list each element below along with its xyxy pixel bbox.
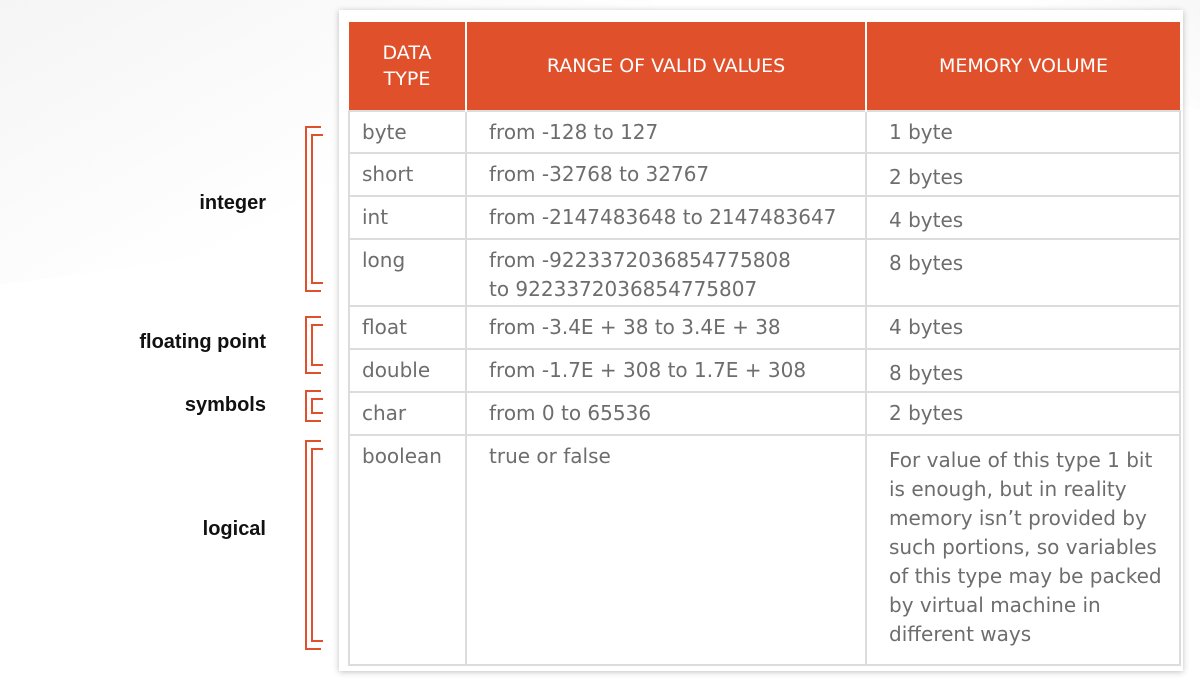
cell-type: char	[349, 392, 466, 435]
table-header-row	[349, 22, 1180, 111]
cell-memory	[866, 153, 1180, 196]
cell-type: double	[349, 349, 466, 392]
bracket-symbols	[305, 390, 321, 422]
cell-memory	[866, 349, 1180, 392]
bracket-integer	[305, 126, 321, 292]
cell-memory	[866, 196, 1180, 239]
header-data-type: DATA TYPE	[349, 22, 466, 111]
table-row	[349, 392, 1180, 435]
table-row	[349, 349, 1180, 392]
cell-range: from 0 to 65536	[466, 392, 866, 435]
table-row	[349, 306, 1180, 349]
cell-memory-text: 8 bytes	[889, 251, 964, 275]
cell-memory-text: 8 bytes	[889, 361, 964, 385]
bracket-floating-point	[305, 316, 321, 374]
group-label-integer: integer	[199, 192, 266, 214]
bracket-logical	[305, 440, 321, 650]
cell-memory-text: For value of this type 1 bit is enough, but in reality memory isn’t provided by such portions, so variables of this type may be packed by virtual machine in different ways	[889, 448, 1162, 646]
cell-type: long	[349, 239, 466, 306]
cell-range	[466, 239, 866, 306]
cell-range-text: from -9223372036854775808 to 9223372036854775807	[489, 248, 791, 301]
table-row	[349, 153, 1180, 196]
cell-range: from -3.4E + 38 to 3.4E + 38	[466, 306, 866, 349]
group-label-floating-point: floating point	[139, 331, 266, 353]
cell-memory	[866, 435, 1180, 665]
header-range: RANGE OF VALID VALUES	[466, 22, 866, 111]
group-label-logical: logical	[202, 518, 266, 540]
cell-type: boolean	[349, 435, 466, 665]
cell-type: byte	[349, 111, 466, 153]
cell-memory-text: 4 bytes	[889, 208, 964, 232]
cell-range: from -128 to 127	[466, 111, 866, 153]
table-row	[349, 111, 1180, 153]
group-label-symbols: symbols	[184, 394, 266, 416]
cell-range: from -1.7E + 308 to 1.7E + 308	[466, 349, 866, 392]
cell-memory: 4 bytes	[866, 306, 1180, 349]
data-types-table	[348, 22, 1181, 666]
cell-memory-text: 2 bytes	[889, 165, 964, 189]
cell-type: float	[349, 306, 466, 349]
cell-range: from -32768 to 32767	[466, 153, 866, 196]
cell-memory: 2 bytes	[866, 392, 1180, 435]
header-memory: MEMORY VOLUME	[866, 22, 1180, 111]
table-row	[349, 239, 1180, 306]
table-row	[349, 435, 1180, 665]
cell-memory: 1 byte	[866, 111, 1180, 153]
table-row	[349, 196, 1180, 239]
cell-type: int	[349, 196, 466, 239]
cell-type: short	[349, 153, 466, 196]
cell-range: true or false	[466, 435, 866, 665]
cell-range: from -2147483648 to 2147483647	[466, 196, 866, 239]
cell-memory	[866, 239, 1180, 306]
